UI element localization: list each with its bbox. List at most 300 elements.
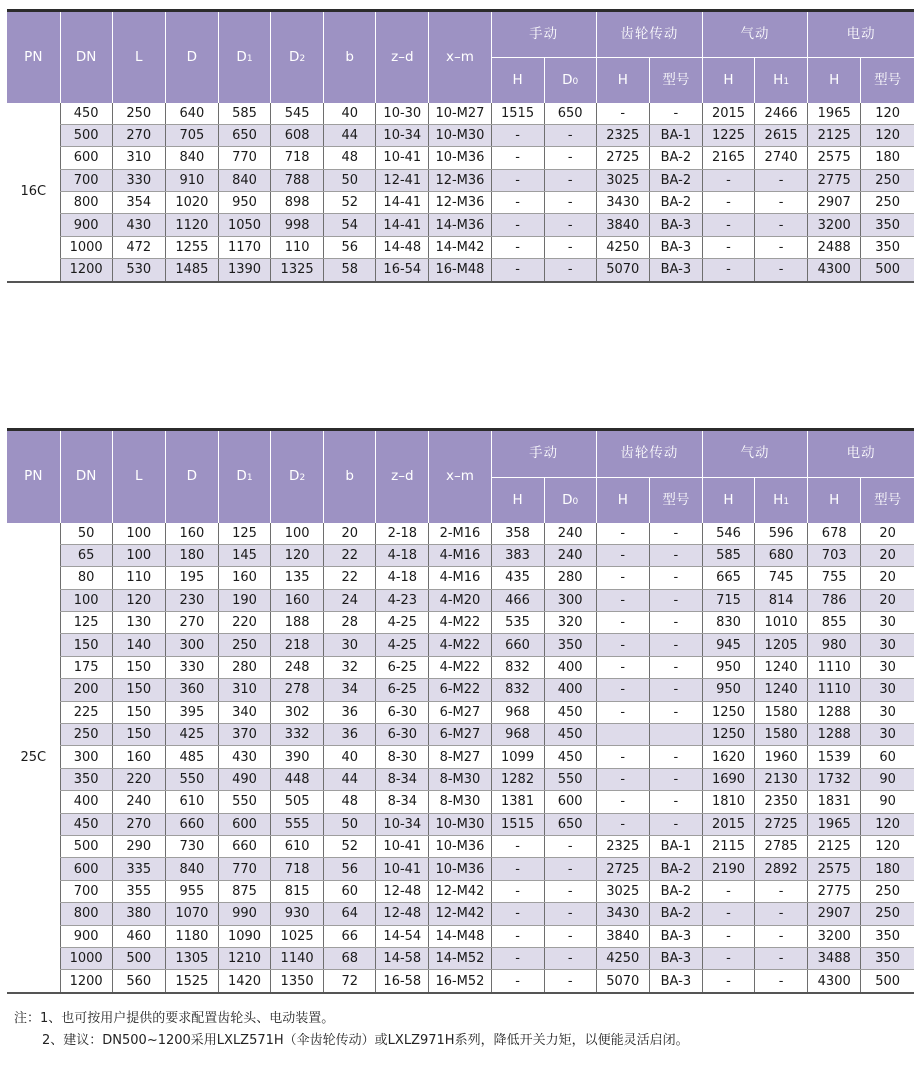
table-cell: - (544, 214, 596, 236)
table-cell: 3430 (596, 192, 649, 214)
table-cell: 10-M30 (429, 124, 491, 146)
table-cell: 2325 (596, 124, 649, 146)
header-d2: D2 (271, 11, 324, 103)
header-electric-model: 型号 (861, 478, 914, 523)
table-cell: 160 (112, 746, 165, 768)
header-l: L (112, 11, 165, 103)
table-cell: 2466 (755, 103, 808, 125)
table-cell: 332 (271, 724, 324, 746)
table-cell: - (755, 192, 808, 214)
table-cell: 320 (544, 612, 596, 634)
table-cell: 950 (702, 656, 754, 678)
table-cell: 600 (218, 813, 270, 835)
table-cell: - (755, 903, 808, 925)
table-cell: 1381 (491, 791, 544, 813)
table-cell: 383 (491, 544, 544, 566)
table-cell: 4-M22 (429, 612, 491, 634)
table-cell: - (755, 925, 808, 947)
table-cell: 430 (112, 214, 165, 236)
table-cell: 1288 (808, 724, 861, 746)
table-cell: 1515 (491, 103, 544, 125)
table-cell: 585 (702, 544, 754, 566)
header-gear: 齿轮传动 (596, 11, 702, 58)
table-cell: 660 (165, 813, 218, 835)
table-cell: 20 (324, 523, 376, 545)
table-cell: - (649, 768, 702, 790)
table-cell: 310 (112, 147, 165, 169)
table-cell: 358 (491, 523, 544, 545)
table-cell: 1539 (808, 746, 861, 768)
table-cell: 6-M22 (429, 679, 491, 701)
table-cell: 500 (112, 947, 165, 969)
spec-table-16c (7, 9, 914, 283)
table-cell: 310 (218, 679, 270, 701)
table-cell: 48 (324, 147, 376, 169)
table-cell: - (596, 103, 649, 125)
table-cell: 120 (112, 589, 165, 611)
table-cell: - (544, 947, 596, 969)
table-cell: 4-23 (376, 589, 429, 611)
table-cell: 998 (271, 214, 324, 236)
table-cell: 80 (60, 567, 112, 589)
table-cell: 1099 (491, 746, 544, 768)
table-cell: 830 (702, 612, 754, 634)
table-cell: - (491, 192, 544, 214)
table-cell: 2740 (755, 147, 808, 169)
table-cell: 1140 (271, 947, 324, 969)
header-pneumatic-h1: H1 (755, 478, 808, 523)
table-cell: 786 (808, 589, 861, 611)
table-cell: 3840 (596, 925, 649, 947)
table-cell: 240 (544, 544, 596, 566)
table-cell: 4-M22 (429, 634, 491, 656)
table-cell: 180 (861, 858, 914, 880)
table-cell: - (755, 169, 808, 191)
table-cell: 4-25 (376, 612, 429, 634)
table-cell: 2-M16 (429, 523, 491, 545)
table-cell: - (649, 567, 702, 589)
table-cell: 3025 (596, 169, 649, 191)
header-manual-d0: D0 (544, 478, 596, 523)
table-cell: 530 (112, 259, 165, 282)
table-cell: 370 (218, 724, 270, 746)
table-cell: 705 (165, 124, 218, 146)
table-cell: 2775 (808, 169, 861, 191)
table-cell: - (491, 236, 544, 258)
table-cell: 250 (861, 903, 914, 925)
table-row (7, 925, 914, 947)
table-cell: 150 (112, 724, 165, 746)
table-cell: 2725 (596, 147, 649, 169)
table-cell: 500 (861, 970, 914, 993)
table-cell: - (491, 124, 544, 146)
table-cell: 665 (702, 567, 754, 589)
table-cell: - (755, 214, 808, 236)
header-manual-h: H (491, 478, 544, 523)
table-cell: - (491, 259, 544, 282)
table-cell: 36 (324, 724, 376, 746)
table-cell: 16-M48 (429, 259, 491, 282)
table-cell: 718 (271, 858, 324, 880)
table-cell: 150 (60, 634, 112, 656)
table-cell: 4-18 (376, 544, 429, 566)
table-cell: 1090 (218, 925, 270, 947)
table-cell: - (596, 656, 649, 678)
table-cell: 4250 (596, 236, 649, 258)
table-cell: 730 (165, 835, 218, 857)
table-cell: - (491, 925, 544, 947)
table-cell: - (755, 880, 808, 902)
table-cell: 30 (324, 634, 376, 656)
table-cell: 800 (60, 192, 112, 214)
table-cell: 335 (112, 858, 165, 880)
table-row (7, 768, 914, 790)
table-cell: 90 (861, 768, 914, 790)
table-cell: 8-30 (376, 746, 429, 768)
table-cell: 788 (271, 169, 324, 191)
table-cell: 40 (324, 103, 376, 125)
table-cell: - (755, 970, 808, 993)
table-cell: - (544, 192, 596, 214)
table-cell: 225 (60, 701, 112, 723)
table-cell: - (649, 746, 702, 768)
table-cell: 968 (491, 724, 544, 746)
table-cell: 270 (112, 813, 165, 835)
table-cell: 1225 (702, 124, 754, 146)
table-cell: 30 (861, 679, 914, 701)
table-cell: 608 (271, 124, 324, 146)
table-cell: 1110 (808, 656, 861, 678)
table-cell: 56 (324, 858, 376, 880)
table-cell: 188 (271, 612, 324, 634)
table-cell: - (649, 791, 702, 813)
table-cell: 678 (808, 523, 861, 545)
table-cell: 14-41 (376, 192, 429, 214)
table-cell: 100 (271, 523, 324, 545)
header-gear-h: H (596, 58, 649, 103)
table-cell: 30 (861, 701, 914, 723)
header-d1: D1 (218, 11, 270, 103)
table-row (7, 813, 914, 835)
table-cell: - (649, 679, 702, 701)
table-cell: 1732 (808, 768, 861, 790)
table-row (7, 567, 914, 589)
table-cell: 12-M36 (429, 169, 491, 191)
table-cell: 220 (112, 768, 165, 790)
table-cell: 200 (60, 679, 112, 701)
table-cell: 4-M22 (429, 656, 491, 678)
table-cell: 450 (544, 724, 596, 746)
table-cell: 350 (861, 236, 914, 258)
table-cell: 1110 (808, 679, 861, 701)
table-cell: 840 (165, 147, 218, 169)
table-cell: BA-3 (649, 947, 702, 969)
table-cell: - (596, 523, 649, 545)
table-cell: 1390 (218, 259, 270, 282)
table-cell: 8-34 (376, 768, 429, 790)
table-cell: 20 (861, 589, 914, 611)
table-cell: 16-54 (376, 259, 429, 282)
table-cell: 10-41 (376, 858, 429, 880)
header-manual: 手动 (491, 430, 596, 478)
table-cell: - (702, 880, 754, 902)
table-cell: 814 (755, 589, 808, 611)
table-row (7, 746, 914, 768)
table-cell: 14-58 (376, 947, 429, 969)
table-cell: - (544, 259, 596, 282)
header-gear-model: 型号 (649, 478, 702, 523)
header-d: D (165, 430, 218, 523)
header-dn: DN (60, 11, 112, 103)
table-cell: 24 (324, 589, 376, 611)
table-cell: 875 (218, 880, 270, 902)
table-cell: - (596, 679, 649, 701)
table-cell: 64 (324, 903, 376, 925)
table-cell: 65 (60, 544, 112, 566)
table-cell: 715 (702, 589, 754, 611)
table-cell: 120 (861, 835, 914, 857)
table-cell: 703 (808, 544, 861, 566)
table-cell: BA-2 (649, 903, 702, 925)
table-cell: 130 (112, 612, 165, 634)
table-cell: 50 (324, 813, 376, 835)
table-cell: 1070 (165, 903, 218, 925)
table-cell: 10-41 (376, 147, 429, 169)
table-cell: 450 (544, 746, 596, 768)
table-cell: 2115 (702, 835, 754, 857)
table-cell: - (649, 634, 702, 656)
table-cell: - (755, 259, 808, 282)
header-pneumatic-h1: H1 (755, 58, 808, 103)
header-electric-h: H (808, 478, 861, 523)
table-cell: 555 (271, 813, 324, 835)
table-cell: 945 (702, 634, 754, 656)
table-cell: 546 (702, 523, 754, 545)
table-cell: 120 (861, 813, 914, 835)
table-cell: 610 (271, 835, 324, 857)
table-cell: 650 (544, 813, 596, 835)
table-cell: 596 (755, 523, 808, 545)
table-cell: 350 (861, 925, 914, 947)
table-cell: - (596, 791, 649, 813)
table-cell: 950 (702, 679, 754, 701)
table-cell: - (702, 925, 754, 947)
table-cell: 425 (165, 724, 218, 746)
table-cell: 302 (271, 701, 324, 723)
table-cell: - (702, 947, 754, 969)
table-cell: 30 (861, 634, 914, 656)
table-cell: 450 (60, 813, 112, 835)
table-cell: 360 (165, 679, 218, 701)
header-b: b (324, 11, 376, 103)
table-cell: 1485 (165, 259, 218, 282)
table-cell: 4-25 (376, 634, 429, 656)
header-pneumatic: 气动 (702, 430, 807, 478)
table-cell: 380 (112, 903, 165, 925)
table-cell: 990 (218, 903, 270, 925)
table-cell: 472 (112, 236, 165, 258)
table-cell: 2907 (808, 192, 861, 214)
table-cell: - (544, 169, 596, 191)
table-cell: 550 (544, 768, 596, 790)
table-row (7, 214, 914, 236)
table-row (7, 724, 914, 746)
header-electric: 电动 (808, 11, 914, 58)
table-cell: 240 (544, 523, 596, 545)
header-pneumatic-h: H (702, 58, 754, 103)
table-cell: 60 (324, 880, 376, 902)
table-row (7, 124, 914, 146)
table-cell: 14-M48 (429, 925, 491, 947)
table-cell: 1831 (808, 791, 861, 813)
table-cell: 430 (218, 746, 270, 768)
table-cell: 2015 (702, 103, 754, 125)
table-cell: 100 (112, 544, 165, 566)
table-cell: - (491, 880, 544, 902)
table-cell: 48 (324, 791, 376, 813)
table-cell: 535 (491, 612, 544, 634)
table-cell: 16-58 (376, 970, 429, 993)
table-cell: 898 (271, 192, 324, 214)
table-cell: BA-2 (649, 169, 702, 191)
table-cell: 1305 (165, 947, 218, 969)
table-cell: 3200 (808, 214, 861, 236)
header-l: L (112, 430, 165, 523)
table-cell: 3430 (596, 903, 649, 925)
table-cell: 140 (112, 634, 165, 656)
table-cell: - (649, 523, 702, 545)
table-cell: - (596, 567, 649, 589)
table-cell: 1170 (218, 236, 270, 258)
table-cell: 30 (861, 724, 914, 746)
table-cell: 12-48 (376, 880, 429, 902)
table-cell: 2775 (808, 880, 861, 902)
table-cell: - (491, 169, 544, 191)
table-cell: 1350 (271, 970, 324, 993)
table-cell: 56 (324, 236, 376, 258)
table-cell: 2615 (755, 124, 808, 146)
table-cell: 280 (218, 656, 270, 678)
table-cell: 450 (60, 103, 112, 125)
table-cell: 350 (861, 947, 914, 969)
table-cell: 250 (861, 192, 914, 214)
table-cell: 1210 (218, 947, 270, 969)
table-row (7, 544, 914, 566)
table-cell: - (649, 589, 702, 611)
table-cell: 1580 (755, 701, 808, 723)
table-cell: 40 (324, 746, 376, 768)
table-cell: - (544, 903, 596, 925)
table-cell: 1965 (808, 813, 861, 835)
table-cell: 330 (112, 169, 165, 191)
table-cell: 1810 (702, 791, 754, 813)
table-cell: 4250 (596, 947, 649, 969)
header-manual-h: H (491, 58, 544, 103)
table-cell: - (702, 970, 754, 993)
table-cell: 10-M36 (429, 858, 491, 880)
table-cell: 600 (60, 858, 112, 880)
table-cell: 650 (218, 124, 270, 146)
table-cell: 910 (165, 169, 218, 191)
table-cell: 150 (112, 701, 165, 723)
table-cell: BA-2 (649, 858, 702, 880)
table-cell: 175 (60, 656, 112, 678)
table-cell: - (596, 701, 649, 723)
table-cell: 50 (324, 169, 376, 191)
table-cell: - (491, 835, 544, 857)
table-cell: - (544, 147, 596, 169)
table-cell: 1515 (491, 813, 544, 835)
table-cell: - (596, 634, 649, 656)
header-zd: z–d (376, 430, 429, 523)
spec-table-25c (7, 428, 914, 994)
table-cell: 120 (271, 544, 324, 566)
table-cell: 125 (218, 523, 270, 545)
table-cell: 3025 (596, 880, 649, 902)
table-cell: BA-3 (649, 925, 702, 947)
table-cell: 400 (544, 656, 596, 678)
table-cell: 180 (861, 147, 914, 169)
table-cell: 52 (324, 835, 376, 857)
table-cell: - (491, 903, 544, 925)
table-cell: 1420 (218, 970, 270, 993)
table-cell: 4-18 (376, 567, 429, 589)
header-zd: z–d (376, 11, 429, 103)
table-cell: 278 (271, 679, 324, 701)
table-cell: 32 (324, 656, 376, 678)
header-pn: PN (7, 11, 60, 103)
table-cell: 755 (808, 567, 861, 589)
table-cell: 100 (60, 589, 112, 611)
table-cell: 10-30 (376, 103, 429, 125)
table-cell: 6-25 (376, 656, 429, 678)
table-cell: 4-M16 (429, 544, 491, 566)
table-cell: 2125 (808, 124, 861, 146)
table-cell: 240 (112, 791, 165, 813)
table-cell: 1282 (491, 768, 544, 790)
table-cell: 400 (60, 791, 112, 813)
table-cell: 218 (271, 634, 324, 656)
table-cell: 150 (112, 656, 165, 678)
table-cell: BA-1 (649, 124, 702, 146)
table-cell: 700 (60, 880, 112, 902)
table-cell: 968 (491, 701, 544, 723)
table-cell: - (491, 858, 544, 880)
table-cell: 450 (544, 701, 596, 723)
table-cell: 6-M27 (429, 724, 491, 746)
table-cell: 900 (60, 925, 112, 947)
table-cell: 350 (544, 634, 596, 656)
table-cell: 610 (165, 791, 218, 813)
table-cell: BA-2 (649, 880, 702, 902)
header-manual-d0: D0 (544, 58, 596, 103)
table-cell: 1205 (755, 634, 808, 656)
table-cell: 100 (112, 523, 165, 545)
table-cell: 832 (491, 679, 544, 701)
table-cell: 640 (165, 103, 218, 125)
table-cell: - (544, 236, 596, 258)
table-cell (649, 724, 702, 746)
table-cell: 1250 (702, 724, 754, 746)
table-cell: 52 (324, 192, 376, 214)
table-cell: 20 (861, 567, 914, 589)
table-cell: - (649, 813, 702, 835)
table-cell: 354 (112, 192, 165, 214)
table-cell: 220 (218, 612, 270, 634)
table-cell: 230 (165, 589, 218, 611)
table-cell: 44 (324, 124, 376, 146)
table-cell: 22 (324, 567, 376, 589)
